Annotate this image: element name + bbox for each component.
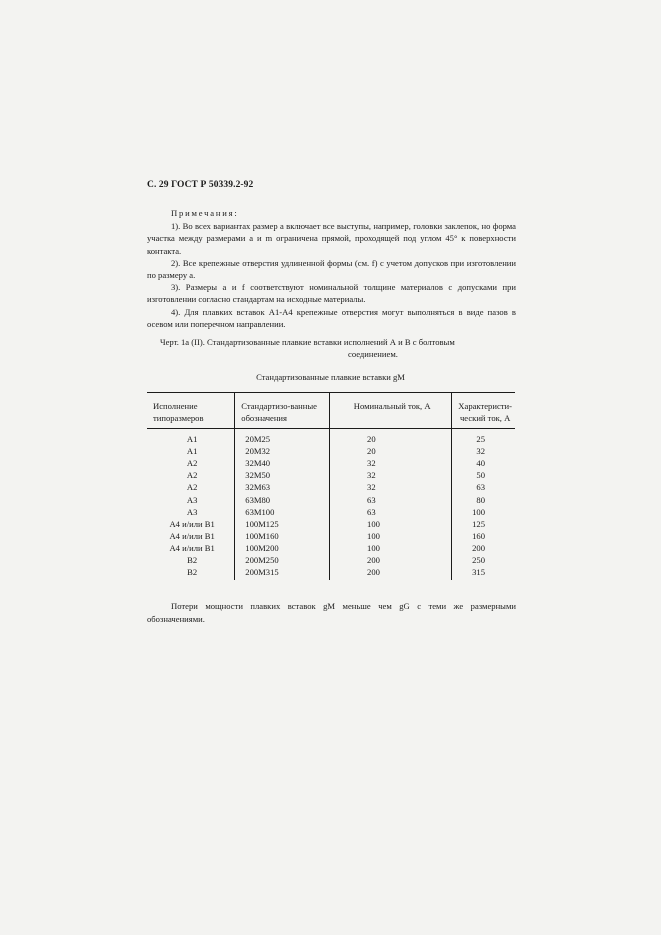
caption-line-2: соединением.	[348, 349, 398, 359]
cell-designation: 20M25	[235, 429, 330, 446]
table-title: Стандартизованные плавкие вставки gM	[256, 372, 405, 382]
table-row	[147, 566, 515, 580]
cell-char-current: 50	[452, 469, 515, 481]
note-item: 4). Для плавких вставок А1-А4 крепежные отверстия могут выполняться в виде пазов в осевом или поперечном направлении.	[147, 306, 516, 329]
cell-type: А2	[186, 458, 198, 469]
table-row	[147, 554, 515, 566]
col-header-char-current: Характеристи-ческий ток, А	[452, 393, 515, 429]
table-row	[147, 518, 515, 530]
cell-designation: 63M80	[235, 493, 330, 505]
table-row	[147, 469, 515, 481]
cell-nominal-current: 100	[330, 530, 452, 542]
cell-char-current: 25	[452, 429, 515, 446]
col-header-designation: Стандартизо-ванные обозначения	[235, 393, 330, 429]
cell-designation: 20M32	[235, 445, 330, 457]
note-item: 1). Во всех вариантах размер a включает все выступы, например, головки заклепок, но форма участка между размерами a и m ограничена прямой, проходящей под углом 45° к поверхности контакта.	[147, 221, 516, 256]
cell-designation: 32M40	[235, 457, 330, 469]
cell-nominal-current: 32	[330, 457, 452, 469]
note-item: 3). Размеры a и f соответствуют номинальной толщине материалов с допусками при изготовлении согласно стандартам на исходные материалы.	[147, 282, 516, 305]
table-row	[147, 429, 515, 446]
figure-caption	[160, 336, 510, 360]
table-row	[147, 542, 515, 554]
table-row	[147, 493, 515, 505]
cell-designation: 32M63	[235, 481, 330, 493]
header-row	[147, 393, 515, 429]
notes-section	[147, 207, 516, 330]
cell-designation: 32M50	[235, 469, 330, 481]
cell-designation: 100M200	[235, 542, 330, 554]
cell-nominal-current: 100	[330, 542, 452, 554]
footer-note	[147, 600, 516, 626]
cell-designation: 100M125	[235, 518, 330, 530]
cell-nominal-current: 20	[330, 429, 452, 446]
page-header: С. 29 ГОСТ Р 50339.2-92	[147, 180, 254, 190]
cell-designation: 63M100	[235, 506, 330, 518]
table-row	[147, 506, 515, 518]
cell-designation: 100M160	[235, 530, 330, 542]
cell-nominal-current: 20	[330, 445, 452, 457]
cell-char-current: 250	[452, 554, 515, 566]
cell-nominal-current: 32	[330, 481, 452, 493]
cell-nominal-current: 63	[330, 493, 452, 505]
cell-nominal-current: 200	[330, 554, 452, 566]
cell-nominal-current: 32	[330, 469, 452, 481]
cell-nominal-current: 100	[330, 518, 452, 530]
cell-designation: 200M250	[235, 554, 330, 566]
cell-char-current: 63	[452, 481, 515, 493]
note-item: 2). Все крепежные отверстия удлиненной формы (см. f) с учетом допусков при изготовлении по размеру a.	[147, 257, 516, 281]
notes-title: Примечания:	[171, 208, 239, 218]
table-body	[147, 429, 515, 581]
cell-char-current: 160	[452, 530, 515, 542]
caption-line-1: Черт. 1а (II). Стандартизованные плавкие вставки исполнений А и В с болтовым	[160, 337, 455, 347]
table-row	[147, 445, 515, 457]
cell-type: А2	[186, 470, 198, 481]
cell-char-current: 80	[452, 493, 515, 505]
cell-designation: 200M315	[235, 566, 330, 580]
cell-type: В2	[187, 554, 198, 565]
cell-char-current: 200	[452, 542, 515, 554]
cell-type: А1	[186, 434, 198, 445]
cell-type: А4 и/или В1	[169, 518, 215, 529]
cell-nominal-current: 200	[330, 566, 452, 580]
cell-type: А1	[186, 446, 198, 457]
cell-char-current: 100	[452, 506, 515, 518]
cell-type: А4 и/или В1	[169, 542, 215, 553]
table-row	[147, 457, 515, 469]
cell-char-current: 315	[452, 566, 515, 580]
cell-char-current: 125	[452, 518, 515, 530]
cell-type: А2	[186, 482, 198, 493]
cell-type: В2	[187, 567, 198, 578]
col-header-type: Исполнение типоразмеров	[153, 401, 204, 423]
table-header	[147, 393, 515, 429]
footer-text: Потери мощности плавких вставок gM меньше чем gG с теми же размерными обозначениями.	[147, 601, 516, 624]
fuse-table	[147, 392, 515, 580]
cell-nominal-current: 63	[330, 506, 452, 518]
cell-type: А4 и/или В1	[169, 530, 215, 541]
cell-type: А3	[186, 506, 198, 517]
cell-char-current: 40	[452, 457, 515, 469]
cell-char-current: 32	[452, 445, 515, 457]
cell-type: А3	[186, 494, 198, 505]
table-row	[147, 530, 515, 542]
col-header-nominal-current: Номинальный ток, А	[330, 393, 452, 429]
table-row	[147, 481, 515, 493]
